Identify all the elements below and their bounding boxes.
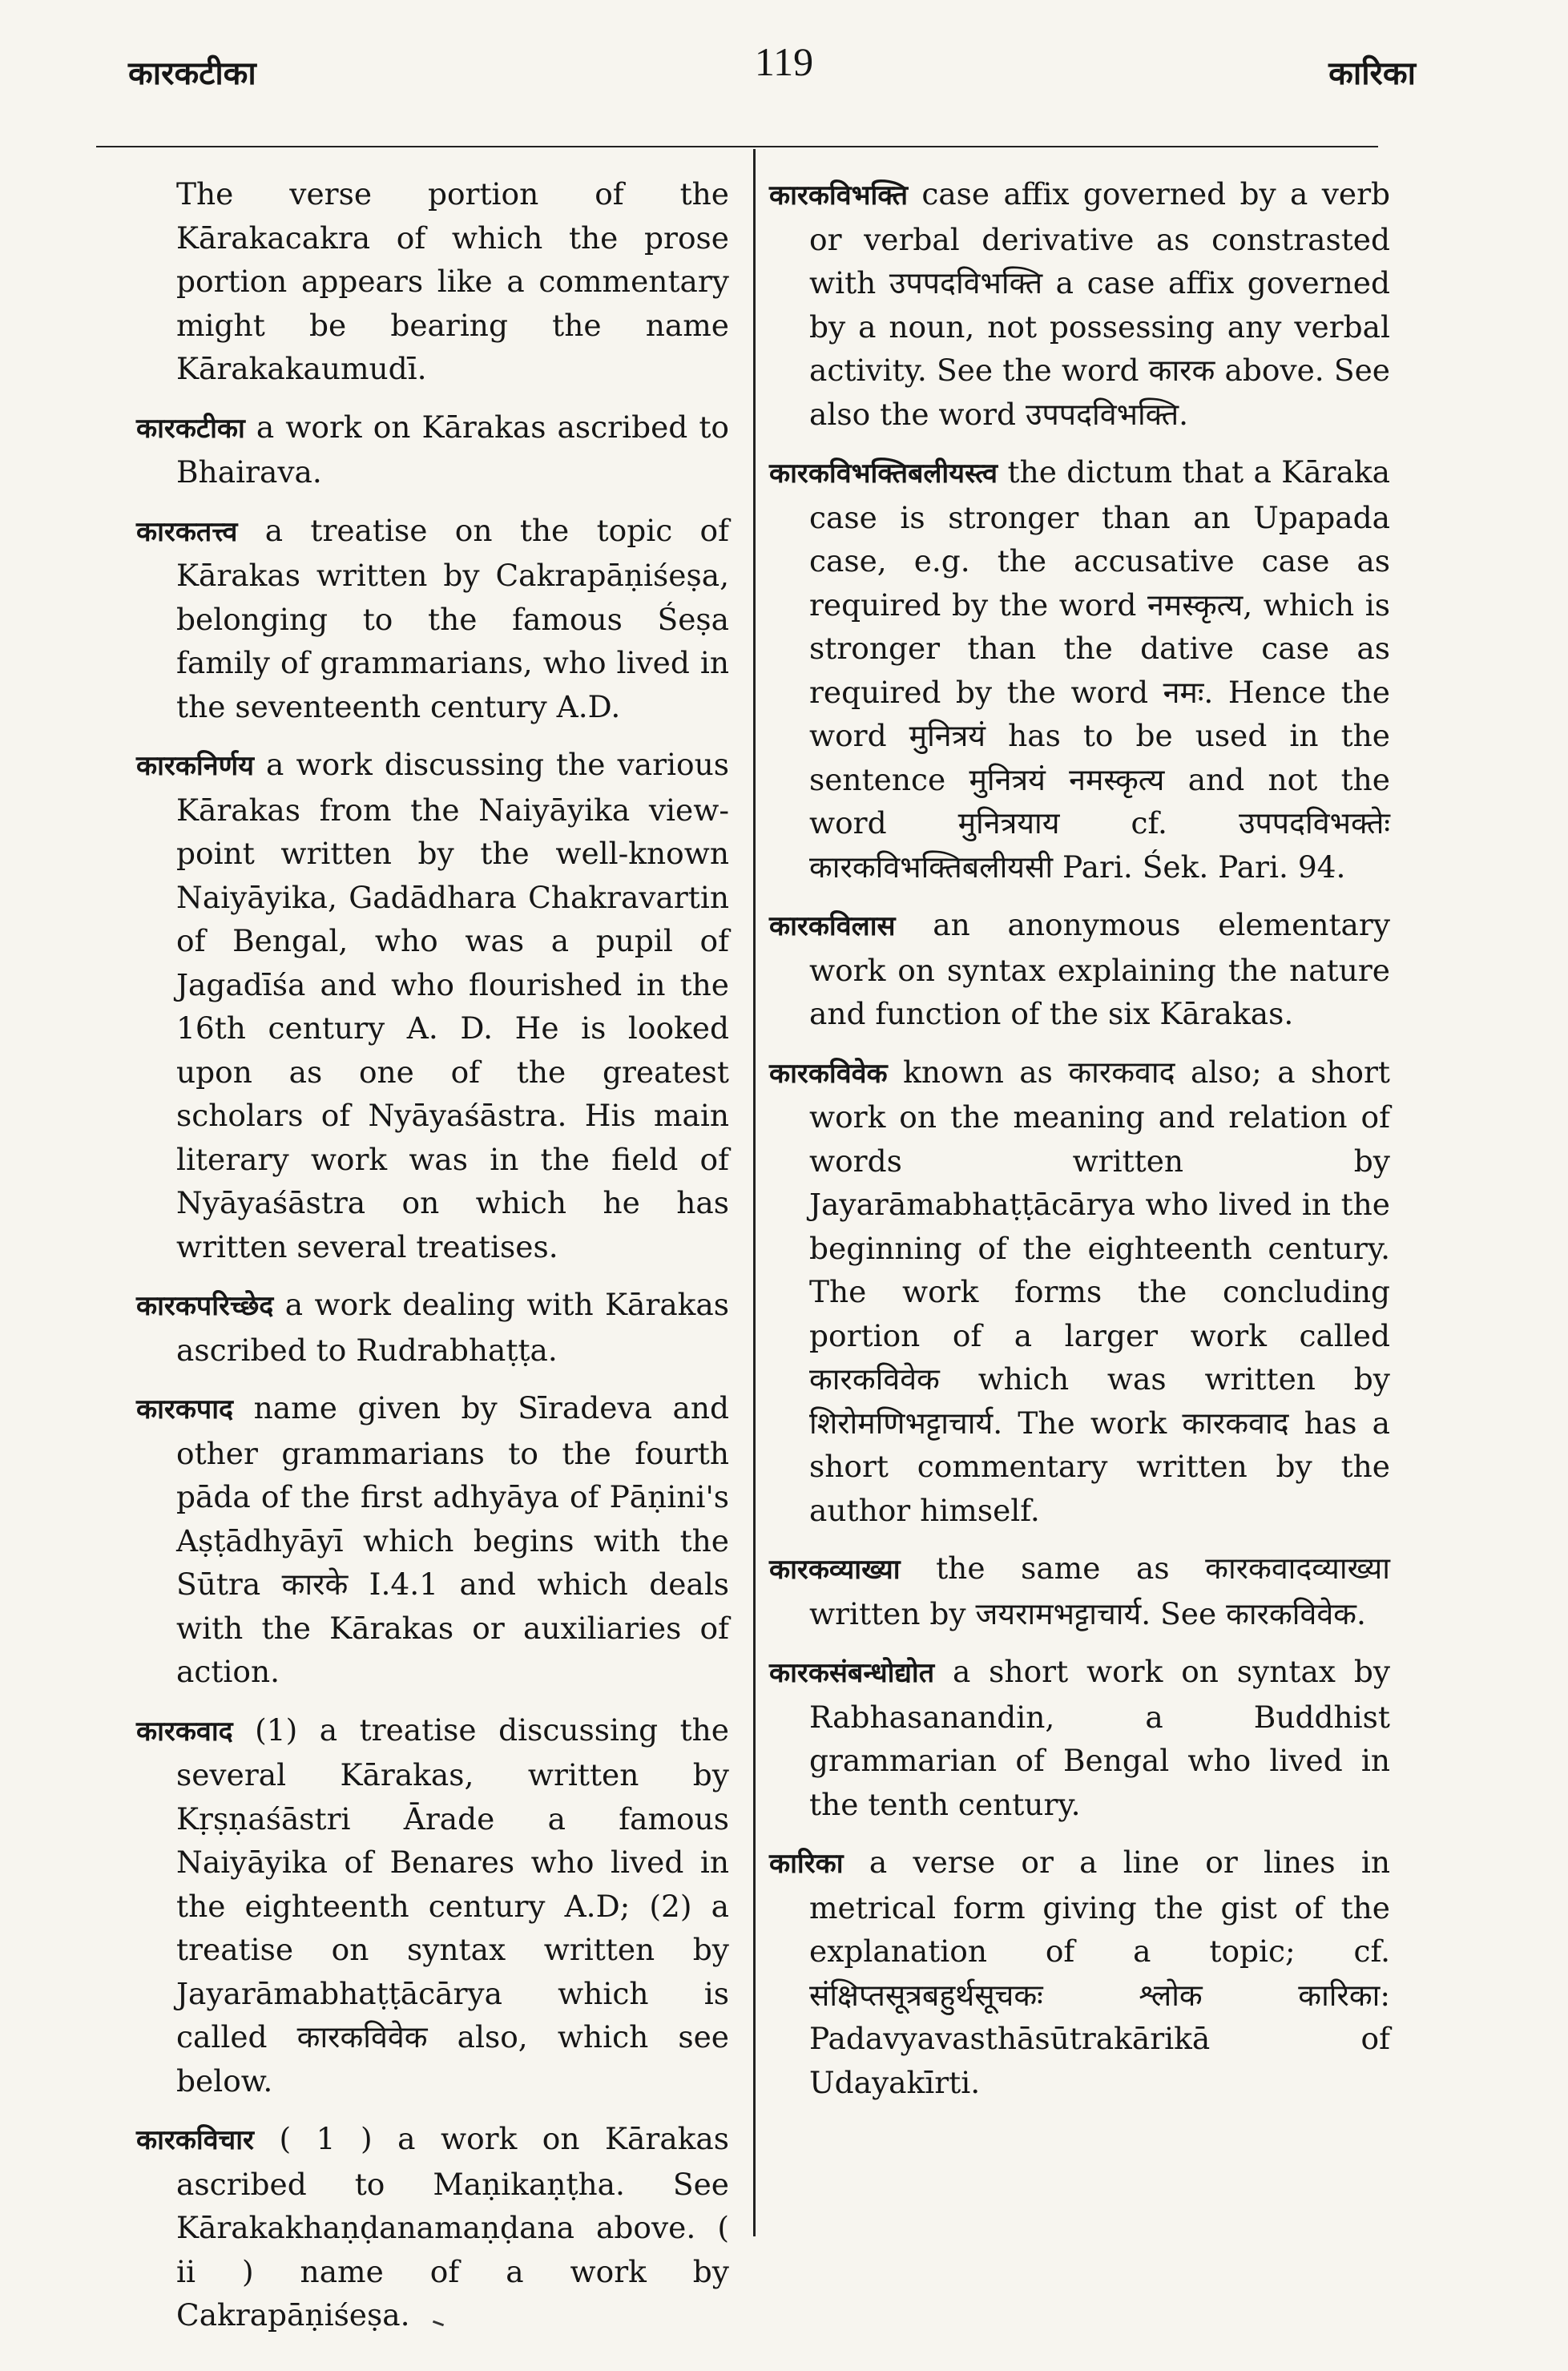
entry-headword: कारिका	[769, 1848, 844, 1880]
entry-headword: कारकटीका	[136, 412, 245, 445]
dictionary-entry	[769, 1050, 1390, 1533]
entry-text: name given by Sīradeva and other grammarians to the fourth pāda of the first adhyāya of Pāṇini's Aṣṭādhyāyī which begins with the Sūtra कारके I.4.1 and which deals with the Kārakas or auxiliaries of action.	[176, 1390, 729, 1689]
entry-headword: कारकविलास	[769, 910, 896, 942]
entry-text: the dictum that a Kāraka case is stronger than an Upapada case, e.g. the accusative case as required by the word नमस्कृत्य, which is stronger than the dative case as required by the word नमः. Hence the word मुनित्रयं has to be used in the sentence मुनित्रयं नमस्कृत्य and not the word मुनित्रयाय cf. उपपदविभक्तेः कारकविभक्तिबलीयसी Pari. Śek. Pari. 94.	[809, 454, 1391, 885]
entry-headword: कारकतत्त्व	[136, 515, 238, 548]
entry-text: an anonymous elementary work on syntax explaining the nature and function of the six Kārakas.	[809, 907, 1391, 1031]
dictionary-entry	[769, 1650, 1390, 1826]
entry-headword: कारकव्याख्या	[769, 1554, 901, 1586]
entry-text: case affix governed by a verb or verbal derivative as constrasted with उपपदविभक्ति a case affix governed by a noun, not possessing any verbal activity. See the word कारक above. See also the word उपपदविभक्ति.	[809, 176, 1390, 432]
entry-headword: कारकवाद	[136, 1715, 233, 1748]
right-column	[769, 172, 1390, 2119]
entry-headword: कारकविवेक	[769, 1057, 888, 1090]
page-number: 119	[754, 39, 814, 84]
left-column	[136, 172, 729, 2352]
running-head-right: कारिका	[1328, 54, 1416, 92]
entry-text: a work on Kārakas ascribed to Bhairava.	[176, 409, 729, 490]
dictionary-entry	[136, 509, 729, 729]
dictionary-entry	[769, 1546, 1390, 1635]
entry-text: a treatise on the topic of Kārakas written by Cakrapāṇiśeṣa, belonging to the famous Śeṣa family of grammarians, who lived in the seventeenth century A.D.	[176, 512, 730, 724]
dictionary-entry	[769, 903, 1390, 1036]
dictionary-entry	[136, 1283, 729, 1372]
header-rule	[96, 146, 1378, 147]
dictionary-entry	[769, 1841, 1390, 2104]
entry-text: a verse or a line or lines in metrical form giving the gist of the explanation of a topic; cf. संक्षिप्तसूत्रबहुर्थसूचकः श्लोक कारिका: Padavyavasthāsūtrakārikā of Udayakīrti.	[809, 1845, 1391, 2100]
column-divider	[753, 149, 756, 2236]
entry-text: ( 1 ) a work on Kārakas ascribed to Maṇikaṇṭha. See Kārakakhaṇḍanamaṇḍana above. ( ii ) name of a work by Cakrapāṇiśeṣa.	[176, 2121, 730, 2333]
entry-headword: कारकविभक्ति	[769, 179, 908, 212]
dictionary-entry	[136, 405, 729, 494]
dictionary-entry	[769, 450, 1390, 889]
dictionary-entry	[136, 743, 729, 1268]
entry-text: known as कारकवाद also; a short work on the meaning and relation of words written by Jayarāmabhaṭṭācārya who lived in the beginning of the eighteenth century. The work forms the concluding portion of a larger work called कारकविवेक which was written by शिरोमणिभट्टाचार्य. The work कारकवाद has a short commentary written by the author himself.	[809, 1054, 1390, 1528]
entry-text: The verse portion of the Kārakacakra of which the prose portion appears like a commentary might be bearing the name Kārakakaumudī.	[176, 176, 729, 386]
entry-headword: कारकपरिच्छेद	[136, 1290, 274, 1322]
entry-text: a work discussing the various Kārakas from the Naiyāyika view-point written by the well-known Naiyāyika, Gadādhara Chakravartin of Bengal, who was a pupil of Jagadīśa and who flourished in the 16th century A. D. He is looked upon as one of the greatest scholars of Nyāyaśāstra. His main literary work was in the field of Nyāyaśāstra on which he has written several treatises.	[176, 747, 730, 1264]
running-head-left: कारकटीका	[128, 54, 256, 92]
entry-headword: कारकसंबन्धोद्योत	[769, 1657, 935, 1689]
entry-text: (1) a treatise discussing the several Kārakas, written by Kṛṣṇaśāstri Ārade a famous Naiyāyika of Benares who lived in the eighteenth century A.D; (2) a treatise on syntax written by Jayarāmabhaṭṭācārya which is called कारकविवेक also, which see below.	[176, 1712, 729, 2099]
dictionary-entry	[769, 172, 1390, 436]
dictionary-entry	[136, 172, 729, 391]
entry-text: the same as कारकवादव्याख्या written by जयरामभट्टाचार्य. See कारकविवेक.	[809, 1550, 1390, 1631]
dictionary-entry	[136, 1386, 729, 1694]
dictionary-entry	[136, 2117, 729, 2337]
entry-headword: कारकविचार	[136, 2124, 254, 2156]
dictionary-entry	[136, 1708, 729, 2103]
entry-text: a work dealing with Kārakas ascribed to Rudrabhaṭṭa.	[176, 1287, 729, 1368]
entry-headword: कारकविभक्तिबलीयस्त्व	[769, 458, 998, 490]
entry-text: a short work on syntax by Rabhasanandin, a Buddhist grammarian of Bengal who lived in the tenth century.	[809, 1654, 1391, 1822]
entry-headword: कारकपाद	[136, 1393, 234, 1425]
entry-headword: कारकनिर्णय	[136, 750, 254, 782]
